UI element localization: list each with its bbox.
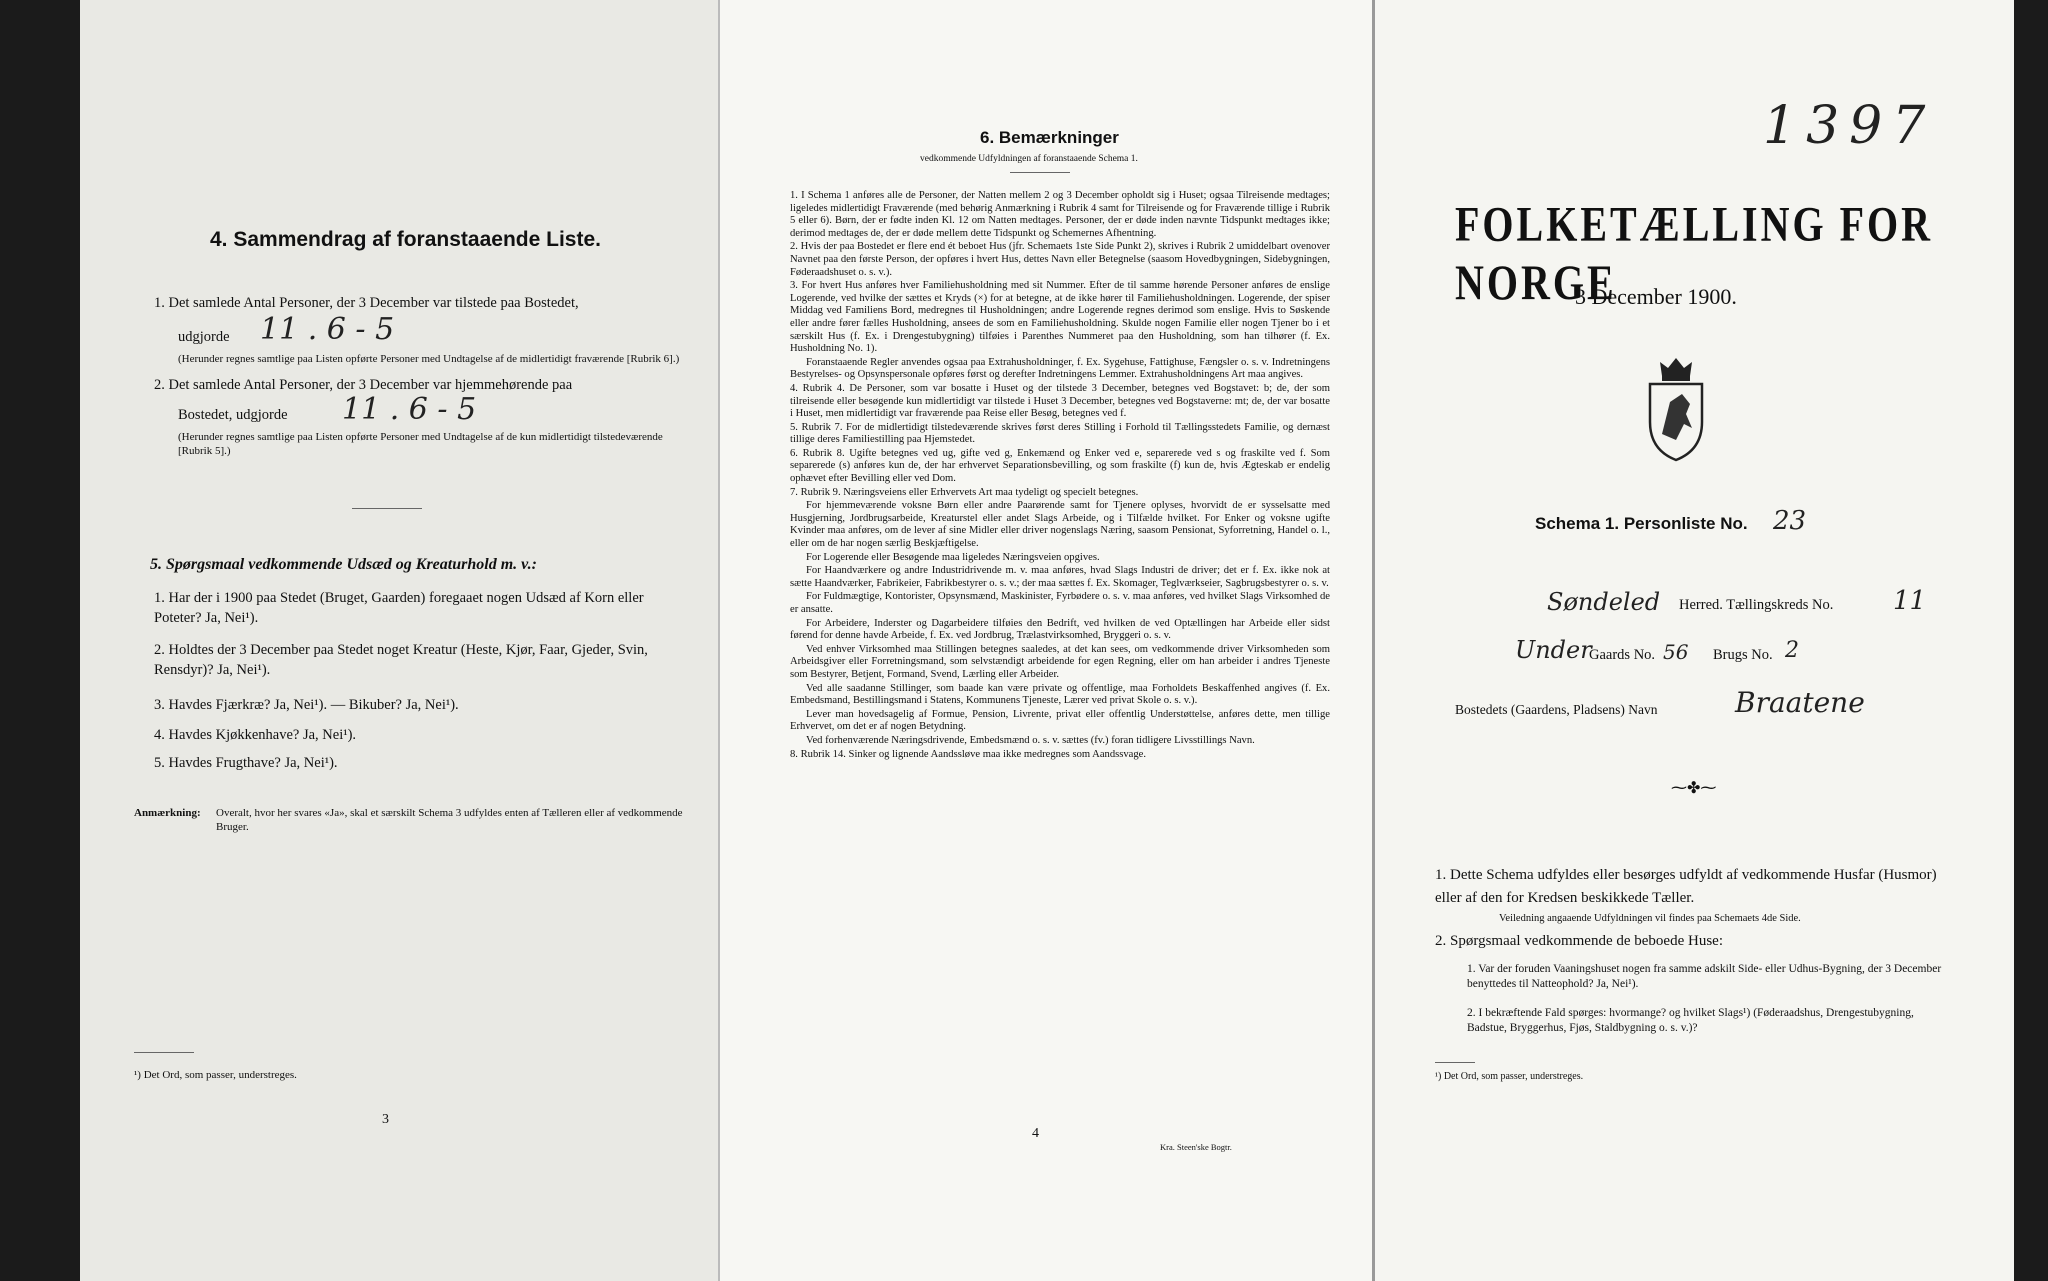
question-1: 1. Har der i 1900 paa Stedet (Bruget, Gaarden) foregaaet nogen Udsæd af Korn eller Poteter? Ja, Nei¹). <box>154 590 644 626</box>
kreds-number: 11 <box>1893 586 1927 616</box>
remark-paragraph: 8. Rubrik 14. Sinker og lignende Aandssløve maa ikke medregnes som Aandssvage. <box>790 748 1147 760</box>
remark-paragraph: For Haandværkere og andre Industridrivende m. v. maa anføres, hvad Slags Industri de driver; det er f. Ex. ikke nok at sætte Haandværker, Fabrikeier, Fabrikbestyrer o. s. v.; der maa sættes f. Ex. Skomager, Teglværkseier, Sagbrugsbestyrer o. s. v. <box>790 565 1330 589</box>
remarks-list <box>790 190 1330 762</box>
item2-note: (Herunder regnes samtlige paa Listen opførte Personer med Undtagelse af de kun midlertidigt tilstedeværende [Rubrik 5].) <box>178 431 663 457</box>
question-2: 2. Holdtes der 3 December paa Stedet noget Kreatur (Heste, Kjør, Faar, Gjeder, Svin, Rensdyr)? Ja, Nei¹). <box>154 642 648 678</box>
remark-paragraph: Ved forhenværende Næringsdrivende, Embedsmænd o. s. v. sættes (fv.) foran tidligere Livsstillings Navn. <box>806 734 1255 746</box>
item1-note: (Herunder regnes samtlige paa Listen opførte Personer med Undtagelse af de midlertidigt fraværende [Rubrik 6].) <box>178 353 680 365</box>
remark-paragraph: For hjemmeværende voksne Børn eller andre Paarørende samt for Tjenere oplyses, hvorvidt de er sysselsatte med Husgjerning, Jordbrugsarbeide, Kreaturstel eller andet Slags Arbeide, og i Tilfælde hvilket. For Enker og voksne ugifte Kvinder maa anføres, om de lever af sine Midler eller driver nogenslags Næring, saasom Pensionat, Syforretning, Handel o. l., eller om de har nogen særlig Beskjæftigelse. <box>790 500 1330 550</box>
question-4: 4. Havdes Kjøkkenhave? Ja, Nei¹). <box>154 727 357 743</box>
bosted-value: Braatene <box>1735 686 1865 719</box>
item2-bosted: Bostedet, udgjorde <box>178 407 288 423</box>
gaard-label: Gaards No. <box>1589 647 1656 663</box>
remark-paragraph: Ved enhver Virksomhed maa Stillingen betegnes saaledes, at det kan sees, om vedkommende driver Virksomheden som Arbeidsgiver eller Forretningsmand, som selvstændigt arbeidende for egen Regning, eller om han arbeider i andres Tjeneste som Bestyrer, Betjent, Formand, Svend, Lærling eller Arbeider. <box>790 643 1330 680</box>
page-number-3: 3 <box>382 1112 389 1127</box>
remark-paragraph: For Logerende eller Besøgende maa ligeledes Næringsveien opgives. <box>806 551 1100 563</box>
remark-paragraph: 5. Rubrik 7. For de midlertidigt tilstedeværende skrives først deres Stilling i Forhold til Tællingsstedets Familie, og dernæst tillige deres Familiestilling paa Hjemstedet. <box>790 421 1330 446</box>
remark-paragraph: For Arbeidere, Inderster og Dagarbeidere tilføies den Bedrift, ved hvilken de ved Optællingen har Arbeide eller sidst førend for denne havde Arbeide, f. Ex. ved Jordbrug, Trælastvirksomhed, Bryggeri o. s. v. <box>790 617 1330 642</box>
remarks-rule <box>1010 172 1070 173</box>
gaard-number: 56 <box>1663 640 1689 664</box>
remarks-subtitle: vedkommende Udfyldningen af foranstaaende Schema 1. <box>920 154 1138 164</box>
section4-title: 4. Sammendrag af foranstaaende Liste. <box>210 228 601 251</box>
page-number-4: 4 <box>1032 1126 1039 1141</box>
page-right <box>1372 0 2014 1281</box>
item1-value: 11 . 6 - 5 <box>260 312 395 347</box>
note-label: Anmærkning: <box>134 807 201 819</box>
remarks-title: 6. Bemærkninger <box>980 128 1119 147</box>
bosted-label: Bostedets (Gaardens, Pladsens) Navn <box>1455 702 1658 717</box>
brugs-label: Brugs No. <box>1713 647 1773 663</box>
question-3: 3. Havdes Fjærkræ? Ja, Nei¹). — Bikuber? Ja, Nei¹). <box>154 697 459 713</box>
remark-paragraph: 1. I Schema 1 anføres alle de Personer, der Natten mellem 2 og 3 December opholdt sig i Huset; ogsaa Tilreisende medtages; ligeledes midlertidigt Fraværende (med behørig Anmærkning i Rubrik 4 samt for Tilreisende og for Fraværende tillige i Rubrik 5 eller 6). Børn, der er fødte inden Kl. 12 om Natten medtages. Personer, der er døde inden nævnte Tidspunkt medtages ikke; derimod medtages de, der er døde mellem dette Tidspunkt og Schemernes Afhentning. <box>790 190 1330 239</box>
remark-paragraph: 3. For hvert Hus anføres hver Familiehusholdning med sit Nummer. Efter de til samme hørende Personer anføres de enslige Logerende, ved hvilke der sættes et Kryds (×) for at betegne, at de ikke hører til Familiehusholdningen. Logerende, der spiser Middag ved Familiens Bord, medregnes til Husholdningen; andre Logerende regnes derimod som enslige. Hvis to Søskende eller andre fører fælles Husholdning, ansees de som en Familiehusholdning. Skulde nogen Familie eller nogen Tjener bo i et særskilt Hus (f. Ex. i Drengestubygning) tilføies i Parenthes Nummeret paa den Husholdning, som han tilhører (f. Ex. Husholdning No. 1). <box>790 280 1330 355</box>
footnote-rule-right <box>1435 1062 1475 1063</box>
printer-mark: Kra. Steen'ske Bogtr. <box>1160 1142 1232 1152</box>
herred-label: Herred. Tællingskreds No. <box>1679 597 1834 613</box>
gaard-prefix: Under <box>1515 636 1592 664</box>
schema-label: Schema 1. Personliste No. <box>1535 514 1748 533</box>
remark-paragraph: Ved alle saadanne Stillinger, som baade kan være private og offentlige, maa Forholdets Beskaffenhed angives (f. Ex. Embedsmand, Bestillingsmand i Statens, Kommunens Tjeneste, Lærer ved privat Skole o. s. v.). <box>790 682 1330 707</box>
instruction-1: 1. Dette Schema udfyldes eller besørges udfyldt af vedkommende Husfar (Husmor) eller af den for Kredsen beskikkede Tæller. <box>1435 867 1937 906</box>
item2-text: 2. Det samlede Antal Personer, der 3 December var hjemmehørende paa <box>154 377 573 393</box>
question-5: 5. Havdes Frugthave? Ja, Nei¹). <box>154 755 338 771</box>
remark-paragraph: For Fuldmægtige, Kontorister, Opsynsmænd, Maskinister, Fyrbødere o. s. v. maa anføres, ved hvilket Slags Virksomhed de er ansatte. <box>790 591 1330 615</box>
remark-paragraph: 6. Rubrik 8. Ugifte betegnes ved ug, gifte ved g, Enkemænd og Enker ved e, separerede ved s og fraskilte ved f. Som separerede (s) anføres kun de, der har erhvervet Separationsbevilling, og som fraskilte (f) kun de, hvis Ægteskab er endelig ophævet efter Bevilling eller ved Dom. <box>790 447 1330 485</box>
herred-value: Søndeled <box>1547 588 1661 616</box>
note-text: Overalt, hvor her svares «Ja», skal et særskilt Schema 3 udfyldes enten af Tælleren eller af vedkommende Bruger. <box>216 807 683 833</box>
instruction-1-note: Veiledning angaaende Udfyldningen vil findes paa Schemaets 4de Side. <box>1499 913 1801 924</box>
item2-value: 11 . 6 - 5 <box>342 392 477 427</box>
page-left <box>80 0 720 1281</box>
instruction-2-1: 1. Var der foruden Vaaningshuset nogen fra samme adskilt Side- eller Udhus-Bygning, der 3 December benyttedes til Natteophold? Ja, Nei¹). <box>1467 963 1942 990</box>
remark-paragraph: 7. Rubrik 9. Næringsveiens eller Erhvervets Art maa tydeligt og specielt betegnes. <box>790 486 1139 498</box>
divider <box>352 508 422 509</box>
item1-text: 1. Det samlede Antal Personer, der 3 December var tilstede paa Bostedet, <box>154 295 579 311</box>
coat-of-arms <box>1640 354 1712 464</box>
remark-paragraph: Foranstaaende Regler anvendes ogsaa paa Extrahusholdninger, f. Ex. Sygehuse, Fattighuse, Fængsler o. s. v. Indretningens Bestyrelses- og Opsynspersonale opføres først og derefter Indretningens Lemmer. Extrahusholdningens Art maa angives. <box>790 356 1330 381</box>
instruction-2-2: 2. I bekræftende Fald spørges: hvormange? og hvilket Slags¹) (Føderaadshus, Drengestubygning, Badstue, Bryggerhus, Fjøs, Staldbygning o. s. v.)? <box>1467 1007 1914 1034</box>
footnote-right: ¹) Det Ord, som passer, understreges. <box>1435 1071 1584 1082</box>
remark-paragraph: Lever man hovedsagelig af Formue, Pension, Livrente, privat eller offentlig Understøttelse, anføres dette, men tillige Erhvervet, om det er af nogen Betydning. <box>790 708 1330 733</box>
ornament: ⁓✤⁓ <box>1671 780 1717 797</box>
remark-paragraph: 2. Hvis der paa Bostedet er flere end ét beboet Hus (jfr. Schemaets 1ste Side Punkt 2), skrives i Rubrik 2 umiddelbart ovenover Navnet paa den første Person, der opføres i hvert Hus, dettes Navn eller Betegnelse (saasom Hovedbygningen, Sidebygningen, Føderaadshuset o. s. v.). <box>790 241 1330 278</box>
remark-paragraph: 4. Rubrik 4. De Personer, som var bosatte i Huset og der tilstede 3 December, betegnes ved Bogstavet: b; de, der som tilreisende eller besøgende kun midlertidigt var tilstede i Huset 3 December, betegnes ved Bogstaverne: mt; de, der var bosatte i Huset, men midlertidigt var fraværende paa Reise eller Besøg, betegnes ved f. <box>790 382 1330 420</box>
schema-number: 23 <box>1773 506 1807 536</box>
brugs-number: 2 <box>1785 638 1799 663</box>
footnote: ¹) Det Ord, som passer, understreges. <box>134 1069 297 1081</box>
page-middle <box>718 0 1372 1281</box>
section5-title: 5. Spørgsmaal vedkommende Udsæd og Kreaturhold m. v.: <box>150 556 537 573</box>
instruction-2: 2. Spørgsmaal vedkommende de beboede Huse: <box>1435 933 1723 949</box>
census-date: 3 December 1900. <box>1575 284 1737 309</box>
footnote-rule <box>134 1052 194 1053</box>
stamp-number: 1397 <box>1763 96 1936 156</box>
item1-udgjorde: udgjorde <box>178 329 230 345</box>
census-title: FOLKETÆLLING FOR NORGE <box>1455 195 1934 311</box>
